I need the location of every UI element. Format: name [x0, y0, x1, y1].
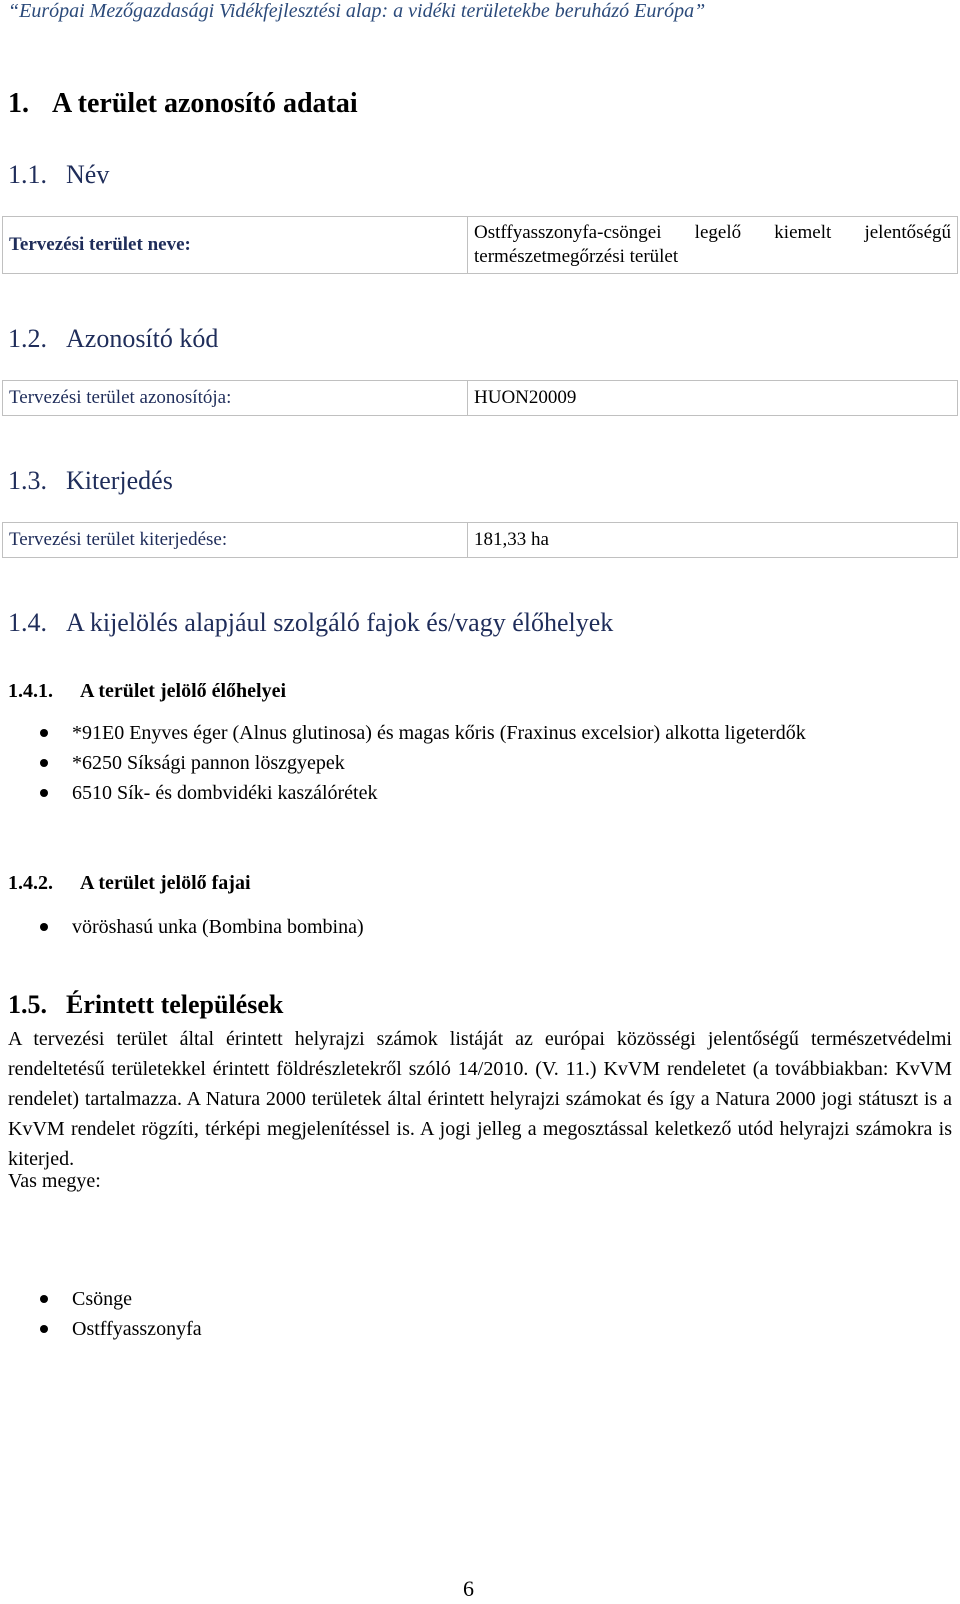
list-item-text: Csönge [72, 1288, 132, 1310]
species-list [0, 912, 940, 942]
section-1-heading [8, 88, 358, 120]
section-title: A terület jelölő élőhelyei [80, 680, 287, 702]
list-item [0, 778, 940, 808]
settlement-list [0, 1284, 940, 1344]
section-title: A terület jelölő fajai [80, 872, 251, 894]
settlements-paragraph: A tervezési terület által érintett helyrajzi számok listáját az európai közösségi jelentőségű természetvédelmi rendeltetésű területekkel érintett földrészletekről szóló 14/2010. (V. 11.) KvVM rendeletet (a továbbiakban: KvVM rendelet) tartalmazza. A Natura 2000 területek által érintett helyrajzi számokat és így a Natura 2000 jogi státuszt is a KvVM rendelet rögzíti, térképi megjelenítéssel is. A jogi jelleg a megosztással keletkező utód helyrajzi számokra is kiterjed. [8, 1028, 952, 1170]
bullet-icon [40, 1325, 48, 1333]
list-item [0, 748, 940, 778]
section-title: Név [66, 160, 110, 189]
section-number: 1.1. [8, 160, 47, 189]
section-number: 1. [8, 88, 29, 119]
section-number: 1.4. [8, 608, 47, 637]
code-value: HUON20009 [468, 381, 958, 416]
extent-label: Tervezési terület kiterjedése: [3, 523, 468, 558]
habitat-list [0, 718, 940, 808]
name-table [2, 216, 958, 274]
section-number: 1.5. [8, 990, 47, 1019]
section-title: A terület azonosító adatai [52, 88, 358, 119]
section-title: Érintett települések [66, 990, 284, 1019]
section-1-4-1-heading [8, 680, 286, 703]
list-item [0, 1314, 940, 1344]
name-label: Tervezési terület neve: [3, 217, 468, 274]
list-item-text: *91E0 Enyves éger (Alnus glutinosa) és magas kőris (Fraxinus excelsior) alkotta ligeterdők [72, 722, 806, 744]
section-1-4-heading [8, 608, 613, 638]
list-item [0, 718, 940, 748]
name-value-line-1: Ostffyasszonyfa-csöngei legelő kiemelt jelentőségű [474, 222, 951, 243]
name-value-line-2: természetmegőrzési terület [474, 246, 679, 267]
section-1-5-heading [8, 990, 283, 1020]
section-title: A kijelölés alapjául szolgáló fajok és/vagy élőhelyek [66, 608, 614, 637]
list-item-text: vöröshasú unka (Bombina bombina) [72, 916, 364, 938]
bullet-icon [40, 789, 48, 797]
name-value [468, 217, 958, 274]
list-item-text: 6510 Sík- és dombvidéki kaszálórétek [72, 782, 378, 804]
list-item-text: *6250 Síksági pannon löszgyepek [72, 752, 345, 774]
extent-table [2, 522, 958, 558]
page-number: 6 [463, 1576, 474, 1601]
list-item [0, 1284, 940, 1314]
section-title: Kiterjedés [66, 466, 173, 495]
section-1-2-heading [8, 324, 218, 354]
section-number: 1.4.1. [8, 680, 53, 702]
bullet-icon [40, 759, 48, 767]
bullet-icon [40, 1295, 48, 1303]
section-1-4-2-heading [8, 872, 251, 895]
bullet-icon [40, 923, 48, 931]
document-header: “Európai Mezőgazdasági Vidékfejlesztési alap: a vidéki területekbe beruházó Európa” [8, 0, 706, 22]
section-1-3-heading [8, 466, 173, 496]
section-number: 1.3. [8, 466, 47, 495]
bullet-icon [40, 729, 48, 737]
section-1-1-heading [8, 160, 109, 190]
code-label: Tervezési terület azonosítója: [3, 381, 468, 416]
section-number: 1.2. [8, 324, 47, 353]
section-title: Azonosító kód [66, 324, 219, 353]
list-item-text: Ostffyasszonyfa [72, 1318, 202, 1340]
section-number: 1.4.2. [8, 872, 53, 894]
code-table [2, 380, 958, 416]
county-label: Vas megye: [8, 1170, 101, 1192]
extent-value: 181,33 ha [468, 523, 958, 558]
list-item [0, 912, 940, 942]
